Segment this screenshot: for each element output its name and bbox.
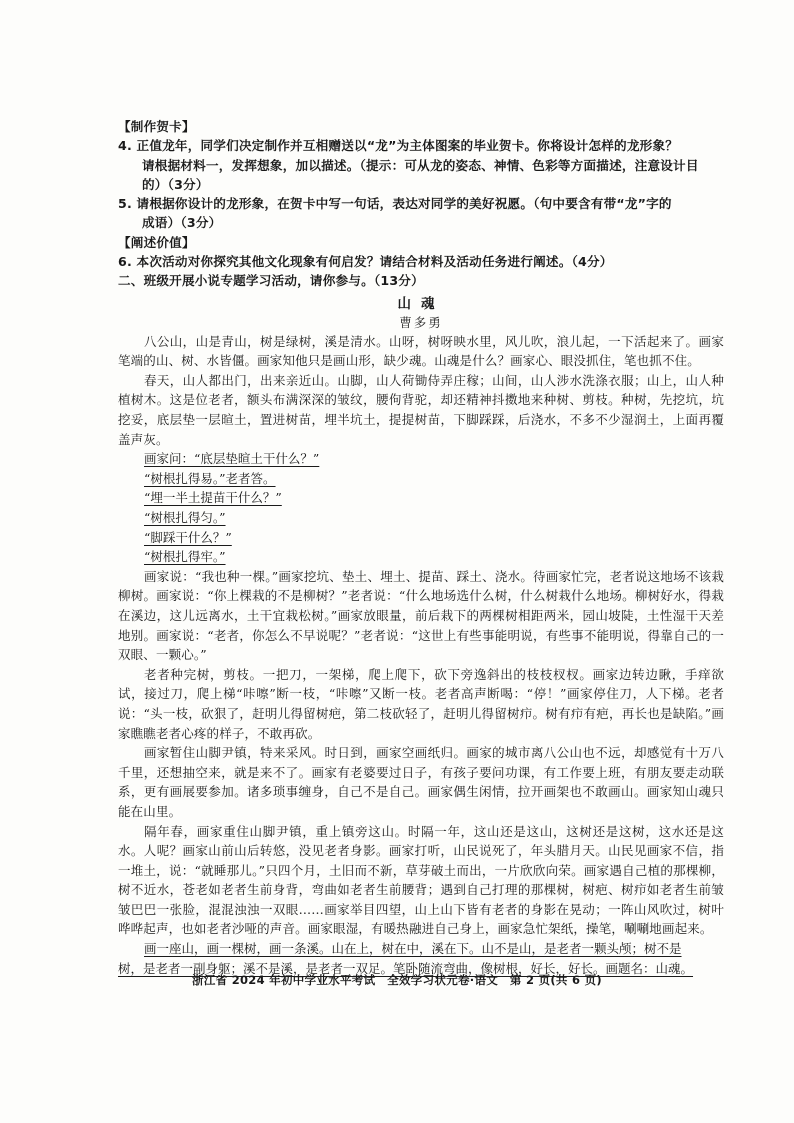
page-footer: 浙江省 2024 年初中学业水平考试 全效学习状元卷·语文 第 2 页(共 6 页) [191, 973, 602, 987]
section-heading-value: 【阐述价值】 [118, 234, 195, 250]
story-title: 山魂 [397, 295, 445, 312]
dialogue-line: “脚踩干什么？” [144, 529, 232, 545]
story-paragraph: 春天，山人都出门，出来亲近山。山脚，山人荷锄侍弄庄稼；山间，山人涉水洗涤衣服；山上，山人种植树木。这是位老者，额头布满深深的皱纹，腰佝背驼，却还精神抖擞地来种树、剪枝。种树，先挖坑，坑挖妥，底层垫一层暄土，置进树苗，埋半坑土，提提树苗，下脚踩踩，后浇水，不多不少湿润土，上面再覆盖声灰。 [118, 372, 724, 447]
section-heading-card: 【制作贺卡】 [118, 119, 195, 134]
part-2-heading: 二、班级开展小说专题学习活动，请你参与。（13分） [118, 273, 424, 289]
final-paragraph-line-1: 画一座山，画一棵树，画一条溪。山在上，树在中，溪在下。山不是山，是老者一颗头颅；树不是 [144, 941, 682, 957]
dialogue-line: “树根扎得牢。” [144, 549, 226, 565]
question-4-line-1: 4. 正值龙年，同学们决定制作并互相赠送以“龙”为主体图案的毕业贺卡。你将设计怎样的龙形象？ [118, 138, 679, 154]
question-5-line-2: 成语）（3分） [142, 215, 222, 231]
final-paragraph-line-2: 树，是老者一副身躯；溪不是溪，是老者一双足。笔卧随流弯曲，像树根，好长，好长。画题名：山魂。 [118, 960, 694, 976]
question-6: 6. 本次活动对你探究其他文化现象有何启发？请结合材料及活动任务进行阐述。（4分） [118, 254, 613, 270]
question-5-line-1: 5. 请根据你设计的龙形象，在贺卡中写一句话，表达对同学的美好祝愿。（句中要含有带“龙”字的 [118, 196, 672, 212]
dialogue-line: “树根扎得易。”老者答。 [144, 470, 276, 486]
exam-page [118, 117, 724, 978]
story-paragraph: 画家暂住山脚尹镇，特来采风。时日到，画家空画纸归。画家的城市离八公山也不远，却感觉有十万八千里，还想抽空来，就是来不了。画家有老婆要过日子，有孩子要问功课，有工作要上班，有朋友要走动联系，更有画展要参加。诸多琐事缠身，自己不是自己。画家偶生闲情，拉开画架也不敢画山。画家知山魂只能在山里。 [118, 745, 724, 819]
dialogue-line: “埋一半土提苗干什么？” [144, 490, 282, 506]
question-4-line-2: 请根据材料一，发挥想象，加以描述。（提示：可从龙的姿态、神情、色彩等方面描述，注意设计目 [142, 157, 699, 173]
dialogue-line: “树根扎得匀。” [144, 510, 226, 526]
question-4-line-3: 的）（3分） [142, 176, 209, 192]
story-author: 曹多勇 [399, 314, 443, 330]
story-paragraph: 老者种完树，剪枝。一把刀，一架梯，爬上爬下，砍下旁逸斜出的枝枝杈杈。画家边转边瞅，手痒欲试，接过刀，爬上梯“咔嚓”断一枝，“咔嚓”又断一枝。老者高声断喝：“停！”画家停住刀，人下梯。老者说：“头一枝，砍狠了，赶明儿得留树疤，第二枝砍轻了，赶明儿得留树疖。树有疖有疤，再长也是缺陷。”画家瞧瞧老者心疼的样子，不敢再砍。 [118, 666, 724, 741]
story-paragraph: 八公山，山是青山，树是绿树，溪是清水。山呀，树呀映水里，风儿吹，浪儿起，一下活起来了。画家笔端的山、树、水皆僵。画家知他只是画山形，缺少魂。山魂是什么？画家心、眼没抓住，笔也抓不住。 [118, 333, 724, 369]
story-paragraph: 画家说：“我也种一棵。”画家挖坑、垫土、埋土、提苗、踩土、浇水。待画家忙完，老者说这地场不该栽柳树。画家说：“你上棵栽的不是柳树？”老者说：“什么地场选什么树，什么树栽什么地场。柳树好水，得栽在溪边，这儿远离水，土干宜栽松树。”画家放眼量，前后栽下的两棵树相距两米，园山坡陡，土性湿干天差地别。画家说：“老者，你怎么不早说呢？”老者说：“这世上有些事能明说，有些事不能明说，得靠自己的一双眼、一颗心。” [118, 568, 724, 663]
story-paragraph: 隔年春，画家重住山脚尹镇，重上镇旁这山。时隔一年，这山还是这山，这树还是这树，这水还是这水。人呢？画家山前山后转悠，没见老者身影。画家打听，山民说死了，年头腊月天。山民见画家不信，指一堆土，说：“就睡那儿。”只四个月，土旧而不新，草芽破土而出，一片欣欣向荣。画家遇自己植的那棵柳，树不近水，苍老如老者生前身背，弯曲如老者生前腰背；遇到自己打理的那棵树，树疤、树疖如老者生前皱皱巴巴一张脸，混混浊浊一双眼……画家举目四望，山上山下皆有老者的身影在晃动；一阵山风吹过，树叶哗哗起声，也如老者沙哑的声音。画家眼湿，有暖热融进自己身上，画家急忙架纸，操笔，唰唰地画起来。 [118, 823, 724, 937]
dialogue-line: 画家问：“底层垫暄土干什么？” [144, 451, 320, 467]
